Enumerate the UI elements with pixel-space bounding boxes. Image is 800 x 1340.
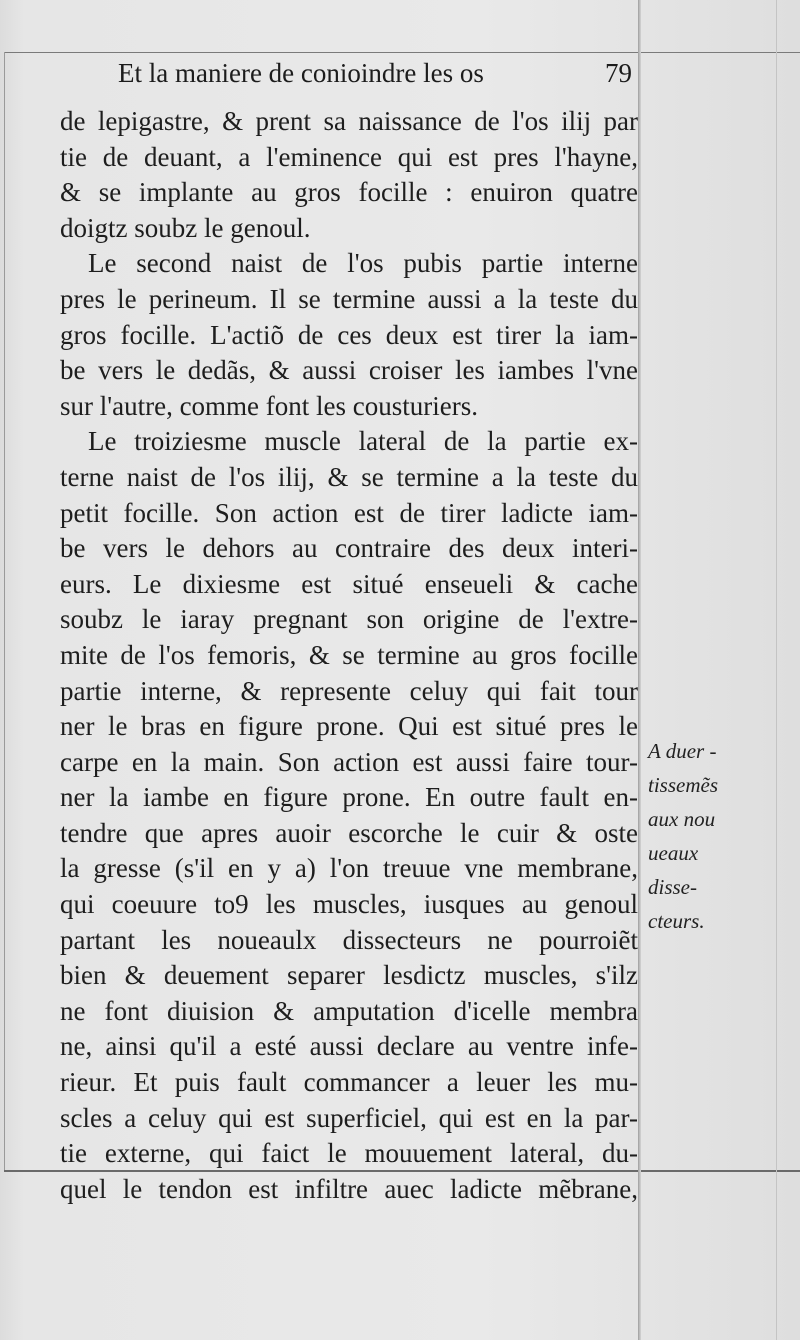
text-line: be vers le dehors au contraire des deux interi- <box>60 533 638 564</box>
page-header <box>118 58 638 96</box>
marginal-note <box>648 734 768 938</box>
marginal-note-line: aux nou <box>648 807 716 831</box>
text-line: qui coeuure to9 les muscles, iusques au genoul <box>60 889 638 920</box>
text-line: scles a celuy qui est superficiel, qui est en la par- <box>60 1102 638 1133</box>
text-line: Le second naist de l'os pubis partie interne <box>88 248 638 279</box>
text-line: & se implante au gros focille : enuiron quatre <box>60 177 638 208</box>
text-line: partie interne, & represente celuy qui fait tour <box>60 675 638 706</box>
text-line: tie de deuant, a l'eminence qui est pres l'hayne, <box>60 141 638 172</box>
text-line: sur l'autre, comme font les cousturiers. <box>60 390 478 421</box>
text-line: tie externe, qui faict le mouuement lateral, du- <box>60 1138 638 1169</box>
text-line: ne font diuision & amputation d'icelle membra <box>60 995 638 1026</box>
text-line: la gresse (s'il en y a) l'on treuue vne membrane, <box>60 853 638 884</box>
text-line: rieur. Et puis fault commancer a leuer les mu- <box>60 1067 638 1098</box>
text-line: be vers le dedãs, & aussi croiser les iambes l'vne <box>60 355 638 386</box>
marginal-note-line: disse- <box>648 875 697 899</box>
marginal-note-line: tissemẽs <box>648 773 718 797</box>
text-line: pres le perineum. Il se termine aussi a la teste du <box>60 283 638 314</box>
text-line: quel le tendon est infiltre auec ladicte mẽbrane, <box>60 1173 638 1204</box>
text-line: ne, ainsi qu'il a esté aussi declare au ventre infe- <box>60 1031 638 1062</box>
page-number: 79 <box>605 58 632 88</box>
text-line: Le troiziesme muscle lateral de la partie ex- <box>88 426 638 457</box>
text-line: tendre que apres auoir escorche le cuir & oste <box>60 817 638 848</box>
text-line: mite de l'os femoris, & se termine au gros focille <box>60 639 638 670</box>
marginal-note-line: A duer - <box>648 739 717 763</box>
text-line: ner la iambe en figure prone. En outre fault en- <box>60 782 638 813</box>
text-line: bien & deuement separer lesdictz muscles, s'ilz <box>60 960 638 991</box>
text-line: eurs. Le dixiesme est situé enseueli & cache <box>60 568 638 599</box>
text-line: carpe en la main. Son action est aussi faire tour- <box>60 746 638 777</box>
marginal-note-line: cteurs. <box>648 909 705 933</box>
left-rule <box>4 52 5 1172</box>
body-text <box>60 104 638 1207</box>
text-line: de lepigastre, & prent sa naissance de l'os ilij par <box>60 106 638 136</box>
running-title: Et la maniere de conioindre les os <box>118 58 484 88</box>
text-line: gros focille. L'actiõ de ces deux est tirer la iam- <box>60 319 638 350</box>
marginal-note-line: ueaux <box>648 841 699 865</box>
text-line: ner le bras en figure prone. Qui est situé pres le <box>60 711 638 742</box>
text-line: doigtz soubz le genoul. <box>60 212 311 243</box>
text-line: petit focille. Son action est de tirer ladicte iam- <box>60 497 638 528</box>
page-edge <box>776 0 777 1340</box>
top-rule <box>4 52 800 53</box>
gutter-fold <box>638 0 641 1340</box>
text-line: partant les noueaulx dissecteurs ne pourroiẽt <box>60 924 638 955</box>
text-line: soubz le iaray pregnant son origine de l'extre- <box>60 604 638 635</box>
text-line: terne naist de l'os ilij, & se termine a la teste du <box>60 461 638 492</box>
